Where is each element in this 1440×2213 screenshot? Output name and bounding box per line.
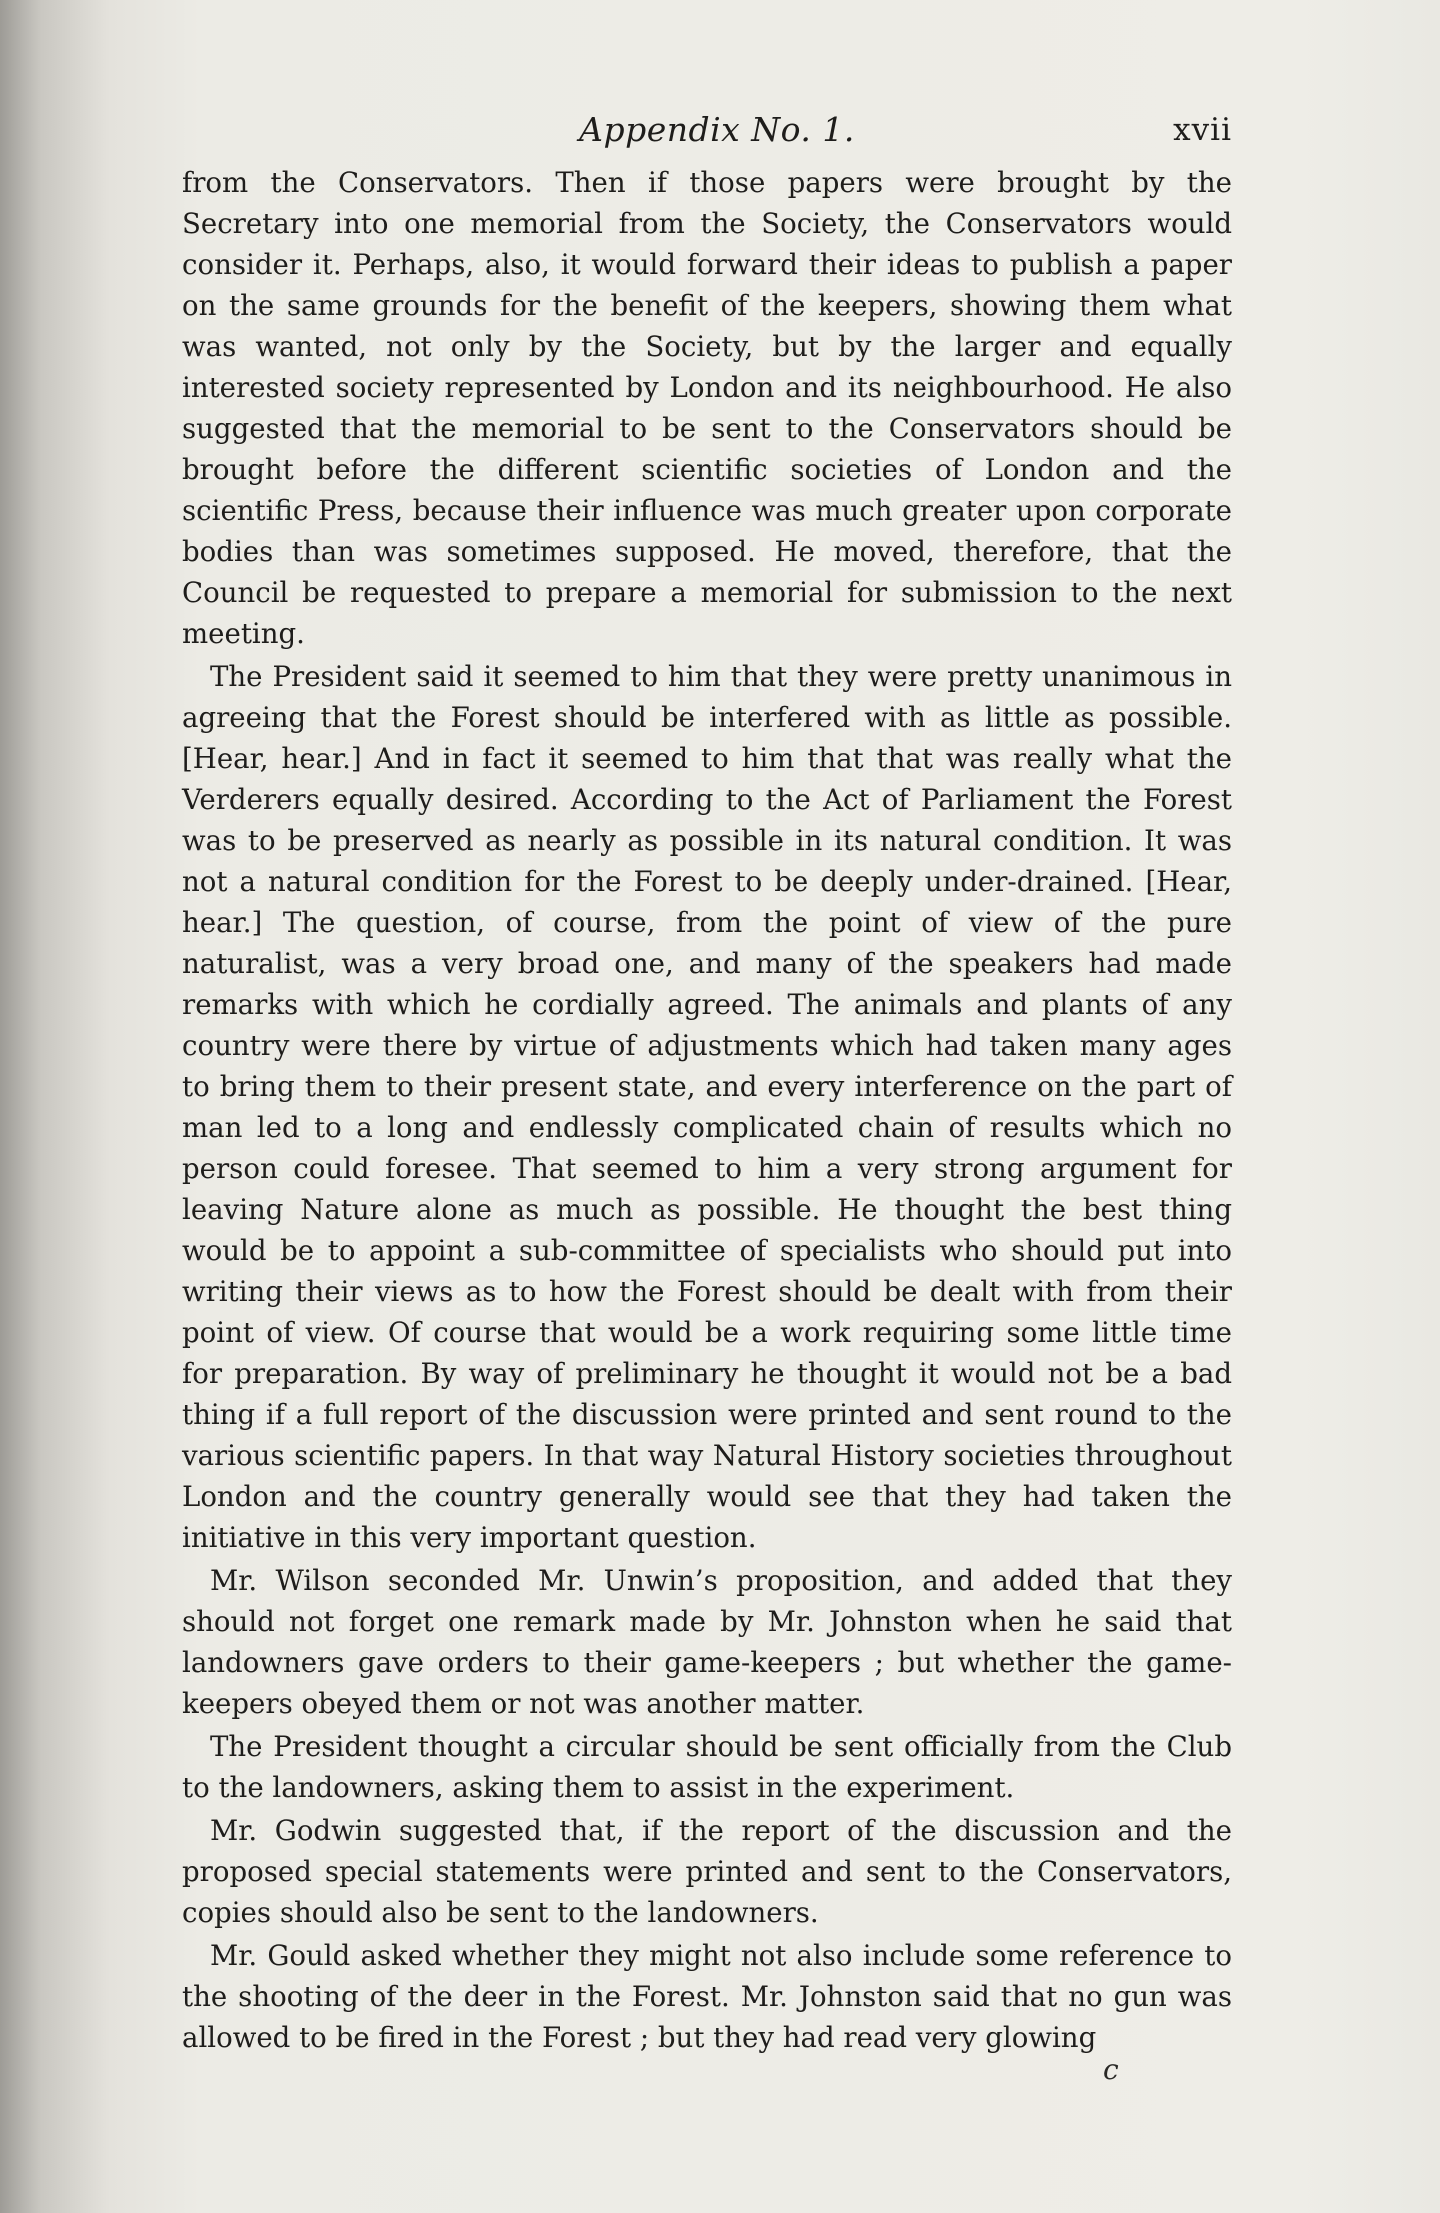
paragraph-president-remarks: The President said it seemed to him that they were pretty unanimous in agreeing that the Forest should be interfered with as little as possible. [Hear, hear.] And in fact it seemed to him that that was really what the Verderers equally desired. According to the Act of Parliament the Forest was to be preserved as nearly as possible in its natural condition. It was not a natural condition for the Forest to be deeply under-drained. [Hear, hear.] The question, of course, from the point of view of the pure naturalist, was a very broad one, and many of the speakers had made remarks with which he cordially agreed. The animals and plants of any country were there by virtue of adjustments which had taken many ages to bring them to their present state, and every interference on the part of man led to a long and endlessly complicated chain of results which no person could foresee. That seemed to him a very strong argument for leaving Nature alone as much as possible. He thought the best thing would be to appoint a sub-committee of specialists who should put into writing their views as to how the Forest should be dealt with from their point of view. Of course that would be a work requiring some little time for preparation. By way of preliminary he thought it would not be a bad thing if a full report of the discussion were printed and sent round to the various scientific papers. In that way Natural History societies throughout London and the country generally would see that they had taken the initiative in this very important question. — [182, 660, 1232, 1554]
paragraph-continued: from the Conservators. Then if those papers were brought by the Secretary into one memorial from the Society, the Conservators would consider it. Perhaps, also, it would forward their ideas to publish a paper on the same grounds for the benefit of the keepers, showing them what was wanted, not only by the Society, but by the larger and equally interested society represented by London and its neighbourhood. He also suggested that the memorial to be sent to the Conservators should be brought before the different scientific societies of London and the scientific Press, because their influence was much greater upon corporate bodies than was sometimes supposed. He moved, therefore, that the Council be requested to prepare a memorial for submission to the next meeting. — [182, 166, 1232, 650]
paragraph-gould: Mr. Gould asked whether they might not also include some reference to the shooting of the deer in the Forest. Mr. Johnston said that no gun was allowed to be fired in the Forest ; but they had read very glowing — [182, 1939, 1232, 2054]
paragraph-president-circular: The President thought a circular should be sent officially from the Club to the landowners, asking them to assist in the experiment. — [182, 1730, 1232, 1804]
running-head — [202, 110, 1232, 162]
text-block — [182, 110, 1232, 2058]
paragraph-wilson: Mr. Wilson seconded Mr. Unwin’s proposition, and added that they should not forget one remark made by Mr. Johnston when he said that landowners gave orders to their game-keepers ; but whether the game-keepers obeyed them or not was another matter. — [182, 1564, 1232, 1720]
running-title: Appendix No. 1. — [579, 110, 855, 149]
signature-mark: c — [1103, 2053, 1119, 2086]
page-number: xvii — [1173, 112, 1232, 148]
paragraph-godwin: Mr. Godwin suggested that, if the report of the discussion and the proposed special statements were printed and sent to the Conservators, copies should also be sent to the landowners. — [182, 1814, 1232, 1929]
